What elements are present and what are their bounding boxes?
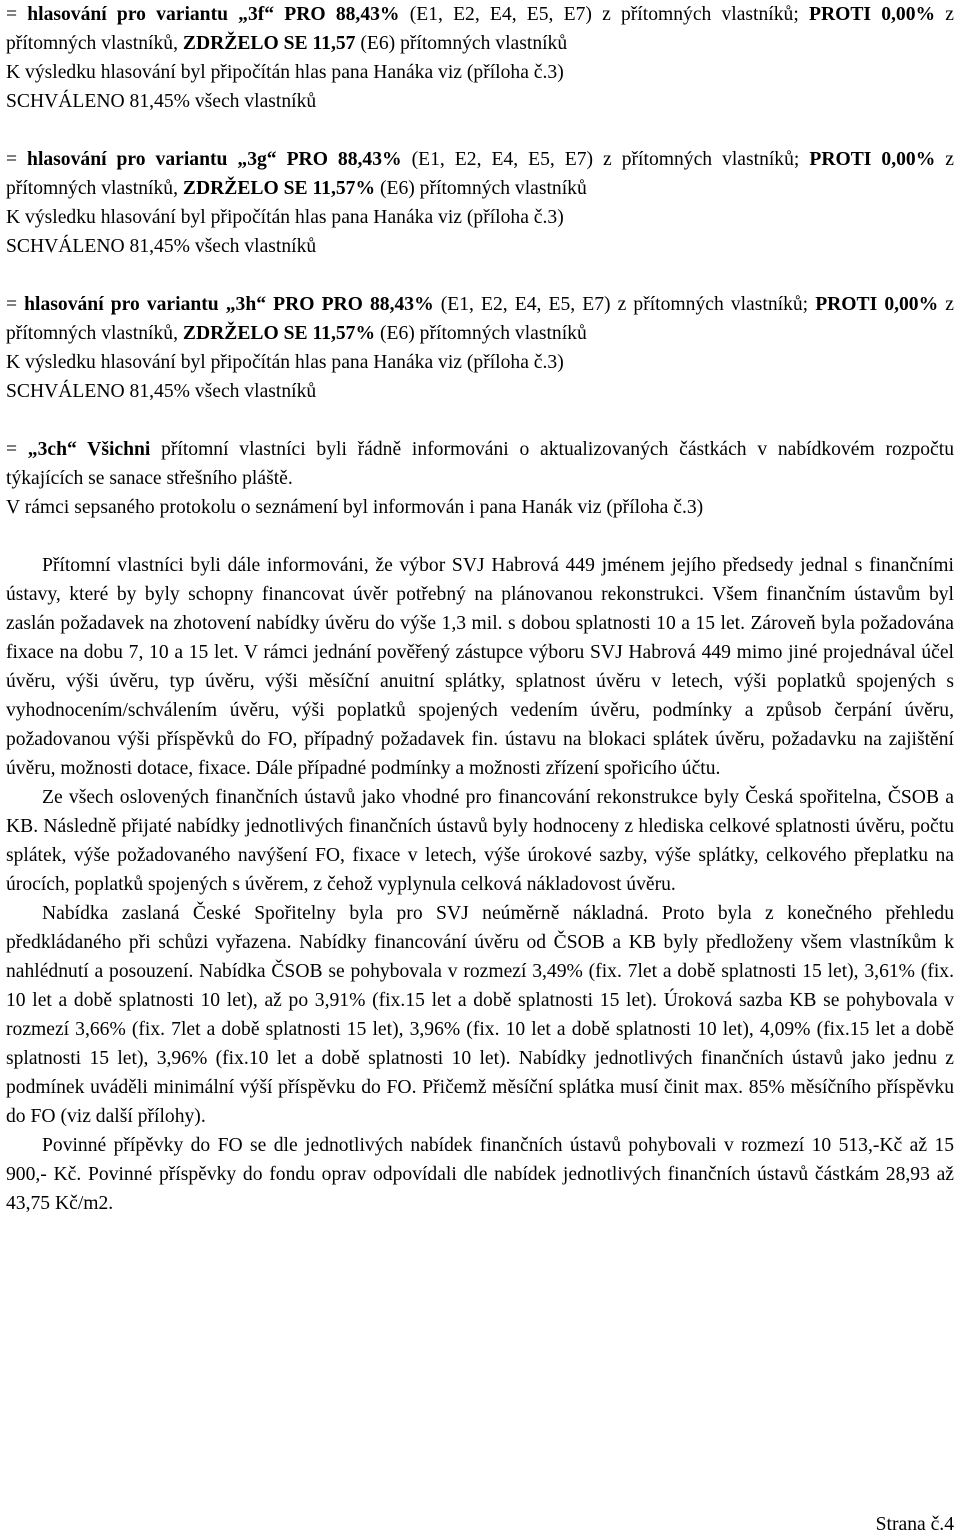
- vote-abstain-detail: (E6) přítomných vlastníků: [375, 323, 587, 344]
- spacer: [6, 116, 954, 145]
- info-note: V rámci sepsaného protokolu o seznámení byl informován i pana Hanák viz (příloha č.3): [6, 497, 704, 518]
- vote-for-detail: (E1, E2, E4, E5, E7) z přítomných vlastníků;: [399, 4, 799, 25]
- vote-against: PROTI 0,00%: [808, 4, 936, 25]
- vote-abstain-detail: (E6) přítomných vlastníků: [375, 178, 587, 199]
- vote-result: SCHVÁLENO 81,45% všech vlastníků: [6, 381, 317, 402]
- spacer: [6, 406, 954, 435]
- vote-3g-line: [6, 145, 954, 203]
- info-block-3ch: [6, 435, 954, 522]
- vote-note: K výsledku hlasování byl připočítán hlas pana Hanáka viz (příloha č.3): [6, 352, 564, 373]
- info-prefix: =: [6, 439, 28, 460]
- info-lead: „3ch“ Všichni: [27, 439, 151, 460]
- body-paragraph-financing: Přítomní vlastníci byli dále informováni, že výbor SVJ Habrová 449 jménem jejího předsedy jednal s finančními ústavy, které by byly schopny financovat úvěr potřebný na plánovanou rekonstrukci. Všem finančním ústavům byl zaslán požadavek na zhotovení nabídky úvěru do výše 1,3 mil. s dobou splatnosti 10 a 15 let. Zároveň byla požadována fixace na dobu 7, 10 a 15 let. V rámci jednání pověřený zástupce výboru SVJ Habrová 449 mimo jiné projednával účel úvěru, výši úvěru, typ úvěru, výši měsíční anuitní splátky, splatnost úvěru v letech, výši poplatků spojených s vyhodnocením/schválením úvěru, výši poplatků spojených vedením úvěru, podmínky a způsob čerpání úvěru, požadovanou výši příspěvků do FO, případný požadavek fin. ústavu na blokaci splátek úvěru, požadavku na zajištění úvěru, možnosti dotace, fixace. Dále případné podmínky a možnosti zřízení spořicího účtu.: [6, 555, 954, 779]
- vote-against: PROTI 0,00%: [809, 149, 936, 170]
- spacer: [6, 261, 954, 290]
- vote-result: SCHVÁLENO 81,45% všech vlastníků: [6, 236, 317, 257]
- vote-against-detail: z přítomných vlastníků,: [6, 4, 954, 54]
- vote-for-detail: (E1, E2, E4, E5, E7) z přítomných vlastníků;: [433, 294, 816, 315]
- vote-result: SCHVÁLENO 81,45% všech vlastníků: [6, 91, 317, 112]
- vote-lead: hlasování pro variantu „3f“ PRO 88,43%: [27, 4, 400, 25]
- vote-against: PROTI 0,00%: [815, 294, 939, 315]
- body-paragraph-contributions: Povinné přípěvky do FO se dle jednotlivých nabídek finančních ústavů pohybovali v rozmezí 10 513,-Kč až 15 900,- Kč. Povinné příspěvky do fondu oprav odpovídali dle nabídek jednotlivých finančních ústavů částkám 28,93 až 43,75 Kč/m2.: [6, 1135, 954, 1214]
- vote-abstain-detail: (E6) přítomných vlastníků: [355, 33, 568, 54]
- vote-note: K výsledku hlasování byl připočítán hlas pana Hanáka viz (příloha č.3): [6, 207, 564, 228]
- vote-prefix: =: [6, 149, 28, 170]
- vote-for-detail: (E1, E2, E4, E5, E7) z přítomných vlastníků;: [401, 149, 800, 170]
- vote-3h-line: [6, 290, 954, 348]
- vote-abstain: ZDRŽELO SE 11,57: [182, 33, 356, 54]
- info-3ch-text: [6, 435, 954, 493]
- page-number: Strana č.4: [875, 1514, 954, 1535]
- vote-block-3h: [6, 290, 954, 406]
- vote-lead: hlasování pro variantu „3h“ PRO PRO 88,43%: [24, 294, 434, 315]
- vote-note: K výsledku hlasování byl připočítán hlas pana Hanáka viz (příloha č.3): [6, 62, 564, 83]
- vote-block-3f: [6, 0, 954, 116]
- vote-3f-line: [6, 0, 954, 58]
- vote-prefix: =: [6, 294, 25, 315]
- document-page: [6, 0, 954, 1218]
- vote-abstain: ZDRŽELO SE 11,57%: [182, 323, 376, 344]
- vote-against-detail: z přítomných vlastníků,: [6, 149, 954, 199]
- info-body: přítomní vlastníci byli řádně informováni o aktualizovaných částkách v nabídkovém rozpočtu týkajících se sanace střešního pláště.: [6, 439, 954, 489]
- vote-abstain: ZDRŽELO SE 11,57%: [182, 178, 376, 199]
- spacer: [6, 522, 954, 551]
- vote-prefix: =: [6, 4, 28, 25]
- vote-against-detail: z přítomných vlastníků,: [6, 294, 954, 344]
- vote-lead: hlasování pro variantu „3g“ PRO 88,43%: [27, 149, 402, 170]
- body-paragraph-banks: Ze všech oslovených finančních ústavů jako vhodné pro financování rekonstrukce byly Česká spořitelna, ČSOB a KB. Následně přijaté nabídky jednotlivých finančních ústavů byly hodnoceny z hlediska celkové splatnosti úvěru, počtu splátek, výše požadovaného navýšení FO, fixace v letech, výše úrokové sazby, výše splátky, celkového přeplatku na úrocích, poplatků spojených s úvěrem, z čehož vyplynula celková nákladovost úvěru.: [6, 787, 954, 895]
- vote-block-3g: [6, 145, 954, 261]
- body-paragraph-offers: Nabídka zaslaná České Spořitelny byla pro SVJ neúměrně nákladná. Proto byla z konečného přehledu předkládaného při schůzi vyřazena. Nabídky financování úvěru od ČSOB a KB byly předloženy všem vlastníkům k nahlédnutí a posouzení. Nabídka ČSOB se pohybovala v rozmezí 3,49% (fix. 7let a době splatnosti 15 let), 3,61% (fix. 10 let a době splatnosti 10 let), až po 3,91% (fix.15 let a době splatnosti 15 let). Úroková sazba KB se pohybovala v rozmezí 3,66% (fix. 7let a době splatnosti 15 let), 3,96% (fix. 10 let a době splatnosti 10 let), 4,09% (fix.15 let a době splatnosti 15 let), 3,96% (fix.10 let a době splatnosti 10 let). Nabídky jednotlivých finančních ústavů jako jednu z podmínek uváděli minimální výší příspěvku do FO. Přičemž měsíční splátka musí činit max. 85% měsíčního příspěvku do FO (viz další přílohy).: [6, 903, 954, 1127]
